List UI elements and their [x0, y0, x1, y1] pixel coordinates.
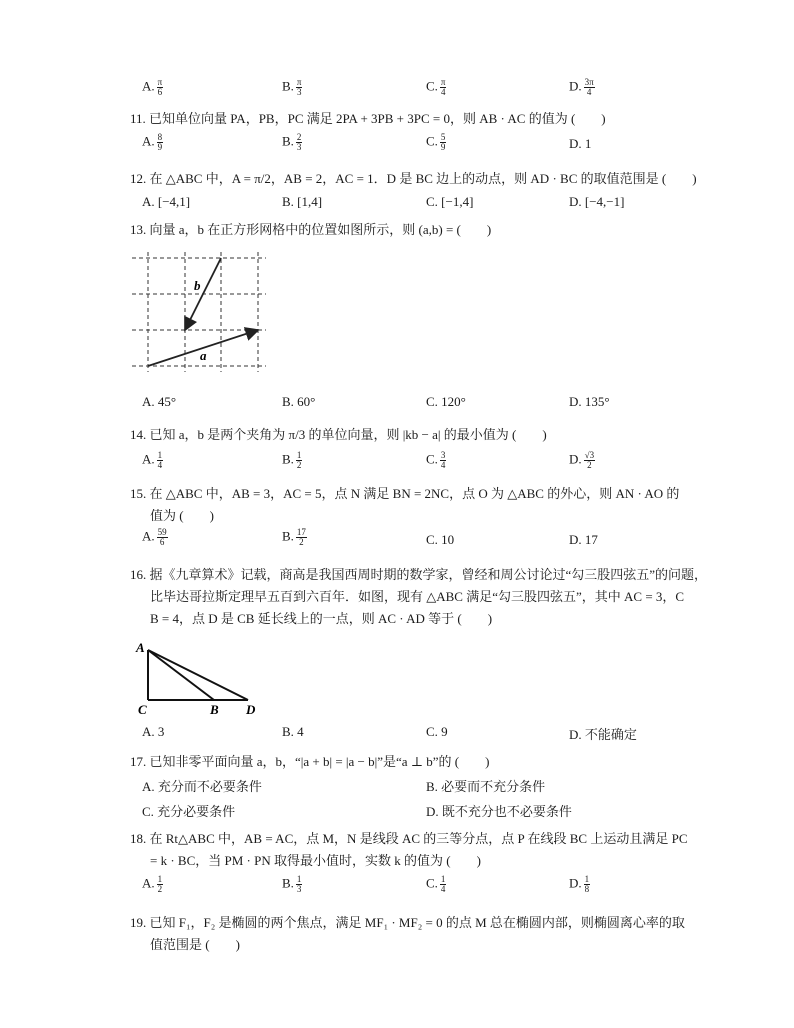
question-15-cont: 值为 ( ) [150, 508, 214, 523]
q11-option-c: C. $\frac{5}{9}$ [426, 132, 446, 152]
question-17-stem: 17. 已知非零平面向量 a，b，“|a + b| = |a − b|”是“a ⊥ b”的 ( ) [130, 754, 490, 769]
label-B: B [210, 702, 219, 717]
question-15-stem: 15. 在 △ABC 中，AB = 3，AC = 5，点 N 满足 BN = 2NC，点 O 为 △ABC 的外心，则 AN · AO 的 [130, 486, 680, 501]
q18-option-c: C. $\frac{1}{4}$ [426, 874, 446, 894]
label-C: C [138, 702, 147, 717]
label-D: D [246, 702, 256, 717]
q18-option-b: B. $\frac{1}{3}$ [282, 874, 302, 894]
q15-option-a: A. $\frac{59}{6}$ [142, 527, 167, 547]
q17-option-d: D. 既不充分也不必要条件 [426, 804, 572, 819]
question-19-cont: 值范围是 ( ) [150, 937, 240, 952]
q16-option-a: A. 3 [142, 724, 165, 739]
prev-option-c: C. $\frac{\pi}{4}$ [426, 77, 446, 97]
q17-option-c: C. 充分必要条件 [142, 804, 236, 819]
prev-option-b: B. $\frac{\pi}{3}$ [282, 77, 302, 97]
q13-option-b: B. 60° [282, 394, 316, 409]
q11-option-b: B. $\frac{2}{3}$ [282, 132, 302, 152]
q12-option-a: A. [−4,1] [142, 194, 191, 209]
q15-option-d: D. 17 [569, 532, 598, 547]
question-13-stem: 13. 向量 a，b 在正方形网格中的位置如图所示，则 (a,b) = ( ) [130, 222, 492, 237]
label-a: a [200, 348, 207, 363]
question-18-cont: = k · BC，当 PM · PN 取得最小值时，实数 k 的值为 ( ) [150, 853, 481, 868]
question-19-stem: 19. 已知 F₁，F₂ 是椭圆的两个焦点，满足 MF₁ · MF₂ = 0 的点 M 总在椭圆内部，则椭圆离心率的取 [130, 915, 685, 930]
question-14-stem: 14. 已知 a，b 是两个夹角为 π/3 的单位向量，则 |kb − a| 的最小值为 ( ) [130, 427, 547, 442]
segment-AB [148, 650, 214, 700]
segment-AD [148, 650, 248, 700]
prev-option-d: D. $\frac{3\pi}{4}$ [569, 77, 594, 97]
q17-option-a: A. 充分而不必要条件 [142, 779, 262, 794]
q16-triangle-figure [132, 638, 262, 718]
q14-option-d: D. $\frac{√3}{2}$ [569, 450, 595, 470]
q12-option-d: D. [−4,−1] [569, 194, 625, 209]
q13-option-c: C. 120° [426, 394, 466, 409]
label-A: A [136, 640, 145, 655]
q16-option-b: B. 4 [282, 724, 304, 739]
label-b: b [194, 278, 201, 293]
grid-lines [132, 252, 266, 372]
q12-option-c: C. [−1,4] [426, 194, 474, 209]
question-12-stem: 12. 在 △ABC 中，A = π/2，AB = 2，AC = 1．D 是 BC 边上的动点，则 AD · BC 的取值范围是 ( ) [130, 171, 697, 186]
question-11-stem: 11. 已知单位向量 PA，PB，PC 满足 2PA + 3PB + 3PC = 0，则 AB · AC 的值为 ( ) [130, 111, 606, 126]
q13-grid-figure [128, 252, 270, 374]
q12-option-b: B. [1,4] [282, 194, 323, 209]
q14-option-c: C. $\frac{3}{4}$ [426, 450, 446, 470]
q11-option-a: A. $\frac{8}{9}$ [142, 132, 163, 152]
q18-option-d: D. $\frac{1}{8}$ [569, 874, 590, 894]
q15-option-b: B. $\frac{17}{2}$ [282, 527, 306, 547]
question-16-cont2: B = 4，点 D 是 CB 延长线上的一点，则 AC · AD 等于 ( ) [150, 611, 493, 626]
q13-option-a: A. 45° [142, 394, 177, 409]
question-16-cont1: 比毕达哥拉斯定理早五百到六百年．如图，现有 △ABC 满足“勾三股四弦五”，其中 AC = 3，C [150, 589, 685, 604]
question-16-stem: 16. 据《九章算术》记载，商高是我国西周时期的数学家，曾经和周公讨论过“勾三股四弦五”的问题， [130, 567, 708, 582]
q17-option-b: B. 必要而不充分条件 [426, 779, 546, 794]
prev-option-a: A. $\frac{\pi}{6}$ [142, 77, 163, 97]
q18-option-a: A. $\frac{1}{2}$ [142, 874, 163, 894]
q15-option-c: C. 10 [426, 532, 455, 547]
q14-option-b: B. $\frac{1}{2}$ [282, 450, 302, 470]
q16-option-c: C. 9 [426, 724, 448, 739]
question-18-stem: 18. 在 Rt△ABC 中，AB = AC，点 M，N 是线段 AC 的三等分点，点 P 在线段 BC 上运动且满足 PC [130, 831, 688, 846]
q16-option-d: D. 不能确定 [569, 727, 637, 742]
q14-option-a: A. $\frac{1}{4}$ [142, 450, 163, 470]
q11-option-d: D. 1 [569, 136, 592, 151]
q13-option-d: D. 135° [569, 394, 610, 409]
